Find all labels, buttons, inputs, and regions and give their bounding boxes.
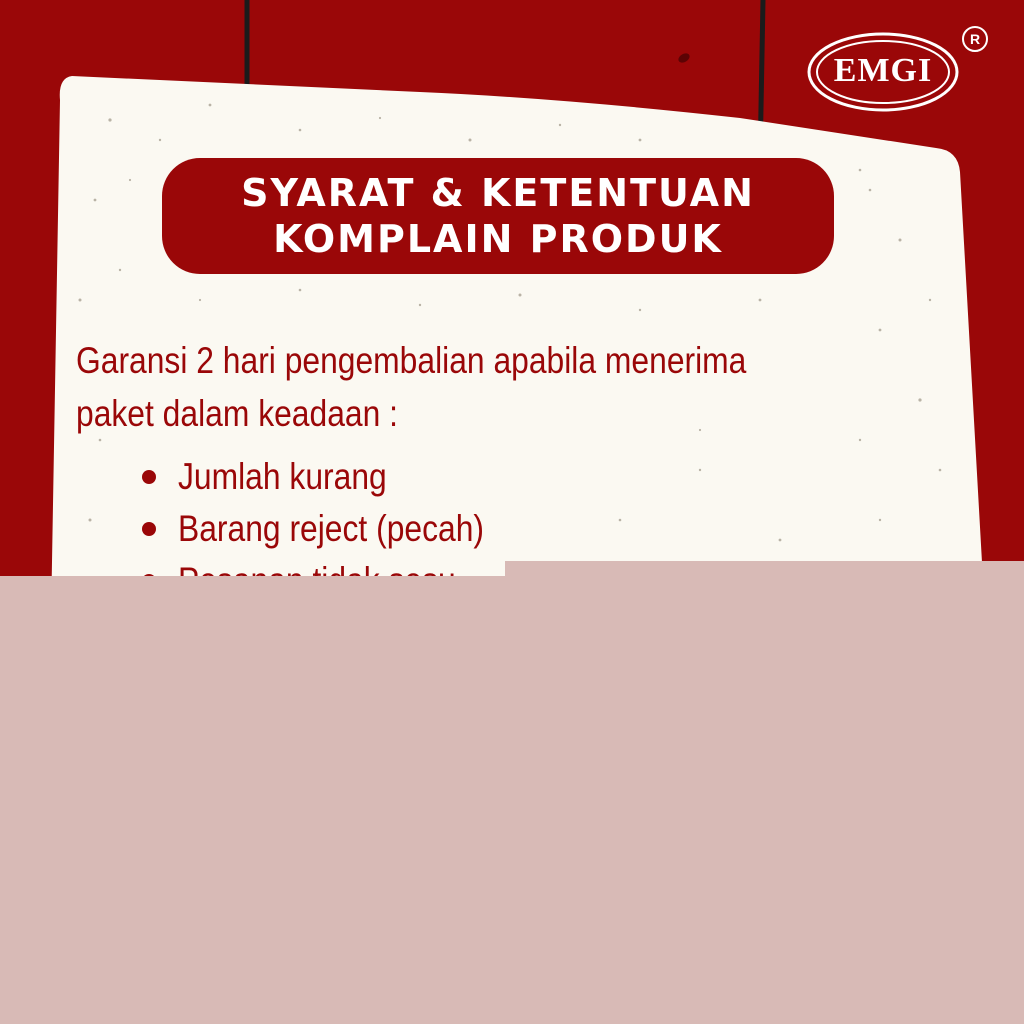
title-line-2: KOMPLAIN PRODUK <box>273 217 723 261</box>
title-banner <box>162 158 834 274</box>
cover-overlay <box>0 576 1024 1024</box>
registered-mark-icon: R <box>962 26 988 52</box>
list-item <box>140 452 534 504</box>
bullet-icon <box>142 522 156 536</box>
background-blemish <box>677 52 691 65</box>
list-item <box>140 504 534 556</box>
logo: EMGI <box>833 52 933 89</box>
title-line-1: SYARAT & KETENTUAN <box>241 171 755 215</box>
condition-label: Jumlah kurang <box>178 456 387 497</box>
condition-label: Barang reject (pecah) <box>178 508 484 549</box>
intro-text: Garansi 2 hari pengembalian apabila menerima paket dalam keadaan : <box>76 340 747 434</box>
cover-overlay-top <box>505 561 1024 577</box>
bullet-icon <box>142 470 156 484</box>
